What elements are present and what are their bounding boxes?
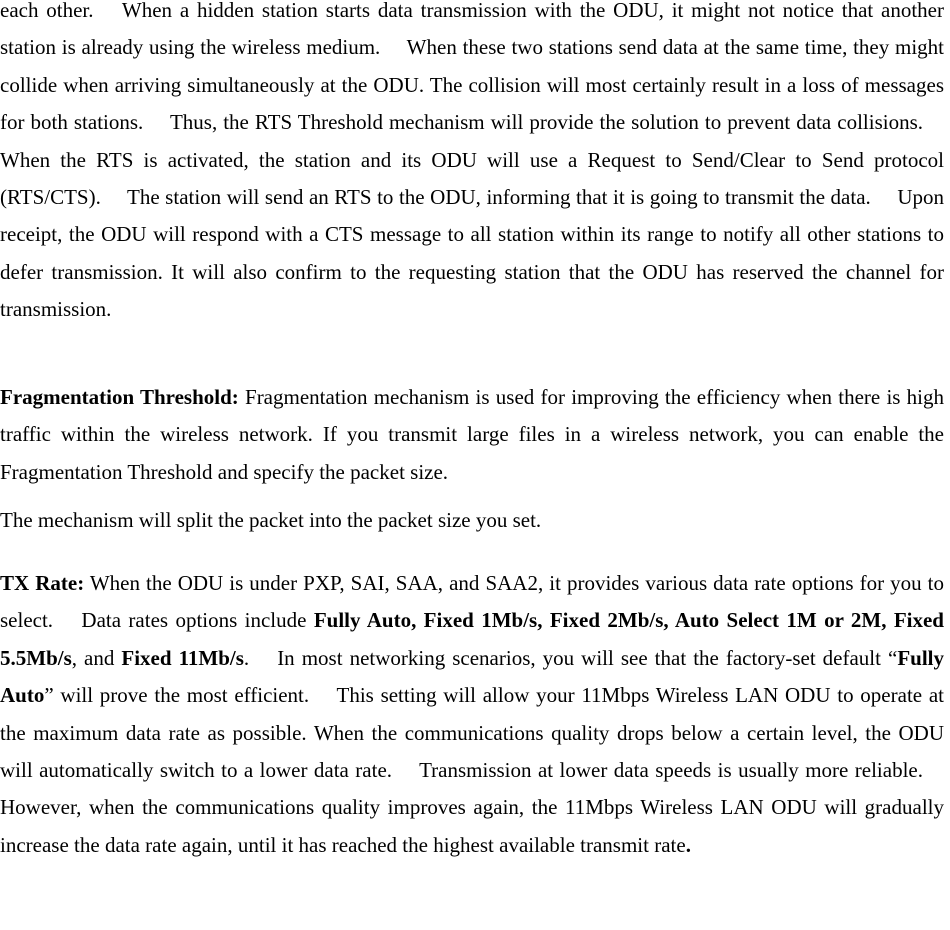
tx-rate-term: TX Rate: [0, 571, 85, 595]
tx-rate-text-3: . In most networking scenarios, you will see that the factory-set default “ [243, 645, 898, 670]
tx-rate-fixed-11-bold: Fixed 11Mb/s [121, 645, 244, 670]
tx-rate-text-2: , and [71, 645, 122, 670]
tx-rate-options-bold: Fully Auto, Fixed 1Mb/s, Fixed 2Mb/s, Auto Select 1M or 2M, Fixed 5.5Mb/s [0, 608, 944, 670]
fragmentation-threshold-paragraph [0, 379, 944, 491]
tx-rate-final-period: . [685, 832, 691, 857]
tx-rate-fully-auto-bold: Fully Auto [0, 645, 945, 708]
rts-threshold-paragraph [0, 0, 944, 329]
rts-threshold-text: each other. When a hidden station starts data transmission with the ODU, it might not notice that another station is already using the wireless medium. When these two stations send data at the same time, they might collide when arriving simultaneously at the ODU. The collision will most certainly result in a loss of messages for both stations. Thus, the RTS Threshold mechanism will provide the solution to prevent data collisions. When the RTS is activated, the station and its ODU will use a Request to Send/Clear to Send protocol (RTS/CTS). The station will send an RTS to the ODU, informing that it is going to transmit the data. Upon receipt, the ODU will respond with a CTS message to all station within its range to notify all other stations to defer transmission. It will also confirm to the requesting station that the ODU has reserved the channel for transmission. [0, 0, 944, 322]
fragmentation-threshold-term: Fragmentation Threshold: [0, 385, 239, 409]
packet-split-paragraph [0, 502, 944, 539]
fragmentation-threshold-text: Fragmentation mechanism is used for improving the efficiency when there is high traffic within the wireless network. If you transmit large files in a wireless network, you can enable the Fragmentation Threshold and specify the packet size. [0, 385, 944, 484]
tx-rate-text-4: ” will prove the most efficient. This setting will allow your 11Mbps Wireless LAN ODU to operate at the maximum data rate as possible. When the communications quality drops below a certain level, the ODU will automatically switch to a lower data rate. Transmission at lower data speeds is usually more reliable. However, when the communications quality improves again, the 11Mbps Wireless LAN ODU will gradually increase the data rate again, until it has reached the highest available transmit rate [0, 683, 944, 857]
tx-rate-text-1: When the ODU is under PXP, SAI, SAA, and SAA2, it provides various data rate options for you to select. Data rates options include [0, 571, 944, 633]
tx-rate-paragraph [0, 565, 944, 864]
packet-split-text: The mechanism will split the packet into the packet size you set. [0, 508, 542, 532]
